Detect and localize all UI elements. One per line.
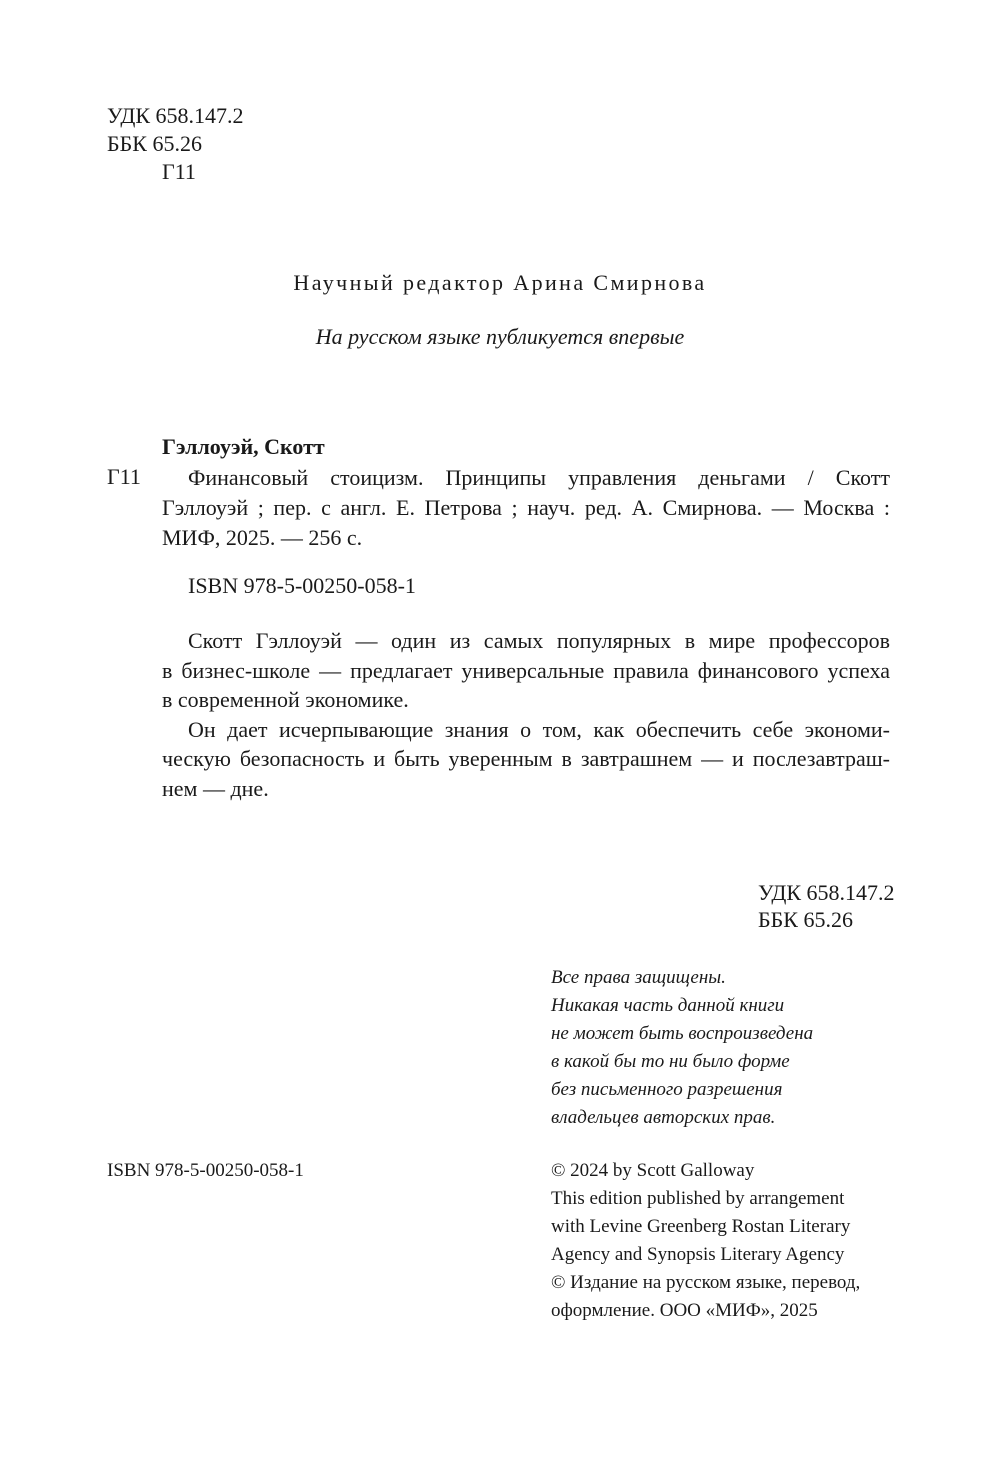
bottom-isbn: ISBN 978-5-00250-058-1	[107, 1160, 304, 1181]
annotation-line: в современной экономике.	[162, 687, 409, 712]
catalog-author-code: Г11	[107, 464, 141, 489]
bibliographic-description	[162, 463, 890, 553]
rights-line: владельцев авторских прав.	[551, 1107, 776, 1128]
annotation	[162, 626, 890, 803]
copyright-line: © Издание на русском языке, перевод,	[551, 1272, 861, 1293]
rights-line: не может быть воспроизведена	[551, 1023, 814, 1044]
first-publication-note: На русском языке публикуется впервые	[315, 324, 685, 349]
rights-line: Никакая часть данной книги	[551, 995, 785, 1016]
catalog-isbn: ISBN 978-5-00250-058-1	[188, 573, 416, 598]
annotation-line: нем — дне.	[162, 775, 269, 801]
top-author-code: Г11	[162, 159, 196, 184]
annotation-line: ческую безопасность и быть уверенным в завтрашнем — и послезавтраш-	[162, 746, 890, 771]
top-bbk-code: ББК 65.26	[107, 131, 202, 156]
rights-line: Все права защищены.	[551, 967, 726, 988]
copyright-line: Agency and Synopsis Literary Agency	[551, 1244, 845, 1265]
copyright-block	[551, 1157, 860, 1325]
rights-notice	[551, 964, 813, 1132]
annotation-line: Он дает исчерпывающие знания о том, как обеспечить себе экономи-	[188, 716, 890, 742]
copyright-line: This edition published by arrangement	[551, 1188, 845, 1209]
bib-line: Финансовый стоицизм. Принципы управления деньгами / Скотт	[188, 465, 890, 490]
top-udk-code: УДК 658.147.2	[107, 103, 244, 128]
copyright-line: © 2024 by Scott Galloway	[551, 1160, 755, 1181]
bib-line: Гэллоуэй ; пер. с англ. Е. Петрова ; науч. ред. А. Смирнова. — Москва :	[162, 495, 890, 520]
bib-line: МИФ, 2025. — 256 с.	[162, 525, 363, 550]
card-bbk-code: ББК 65.26	[758, 907, 853, 932]
rights-line: без письменного разрешения	[551, 1079, 783, 1100]
author-heading: Гэллоуэй, Скотт	[162, 434, 325, 459]
card-udk-code: УДК 658.147.2	[758, 880, 895, 905]
annotation-line: Скотт Гэллоуэй — один из самых популярных в мире профессоров	[188, 628, 890, 653]
copyright-line: оформление. ООО «МИФ», 2025	[551, 1300, 818, 1321]
copyright-line: with Levine Greenberg Rostan Literary	[551, 1216, 851, 1237]
annotation-line: в бизнес-школе — предлагает универсальные правила финансового успеха	[162, 657, 890, 683]
rights-line: в какой бы то ни было форме	[551, 1051, 790, 1072]
scientific-editor-credit: Научный редактор Арина Смирнова	[293, 270, 707, 295]
